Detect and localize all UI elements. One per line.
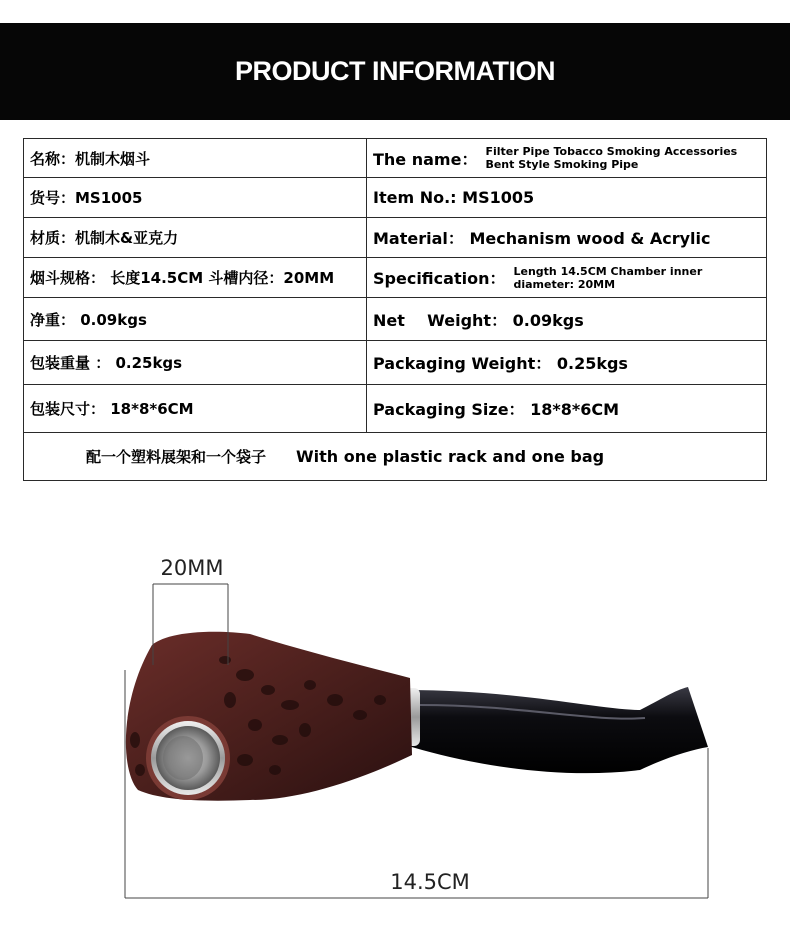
value-spec: Length 14.5CM Chamber inner diameter: 20MM (513, 264, 703, 291)
table-row (24, 341, 767, 385)
cell-spec-en (367, 258, 767, 298)
header-banner (0, 23, 790, 120)
cell-pkgweight-en: Packaging Weight： 0.25kgs (367, 341, 767, 385)
cell-net-en: Net Weight： 0.09kgs (367, 298, 767, 341)
product-photo (0, 500, 790, 936)
value-name: Filter Pipe Tobacco Smoking Accessories Bent Style Smoking Pipe (485, 145, 738, 171)
label-spec: Specification： (373, 269, 506, 288)
cell-net-cn: 净重： 0.09kgs (24, 298, 367, 341)
cell-accessories: 配一个塑料展架和一个袋子 With one plastic rack and one bag (24, 433, 767, 481)
length-dimension-label: 14.5CM (390, 870, 470, 894)
cell-material-en: Material： Mechanism wood & Acrylic (367, 218, 767, 258)
cell-pkgsize-cn: 包装尺寸： 18*8*6CM (24, 385, 367, 433)
cell-pkgweight-cn: 包装重量 ： 0.25kgs (24, 341, 367, 385)
table-row (24, 258, 767, 298)
cell-spec-cn: 烟斗规格： 长度14.5CM 斗槽内径：20MM (24, 258, 367, 298)
table-row (24, 385, 767, 433)
chamber-dimension-label: 20MM (160, 556, 224, 580)
cell-pkgsize-en: Packaging Size： 18*8*6CM (367, 385, 767, 433)
cell-item-en: Item No.: MS1005 (367, 178, 767, 218)
table-row (24, 178, 767, 218)
page-title: PRODUCT INFORMATION (235, 56, 555, 86)
table-row (24, 218, 767, 258)
cell-name-cn: 名称：机制木烟斗 (24, 139, 367, 178)
pipe-illustration (0, 500, 790, 936)
cell-item-cn: 货号：MS1005 (24, 178, 367, 218)
spec-table (23, 138, 767, 481)
table-row (24, 298, 767, 341)
pipe-stem (405, 687, 708, 773)
cell-name-en (367, 139, 767, 178)
label-name: The name： (373, 149, 478, 169)
table-row (24, 433, 767, 481)
table-row (24, 139, 767, 178)
cell-material-cn: 材质：机制木&亚克力 (24, 218, 367, 258)
